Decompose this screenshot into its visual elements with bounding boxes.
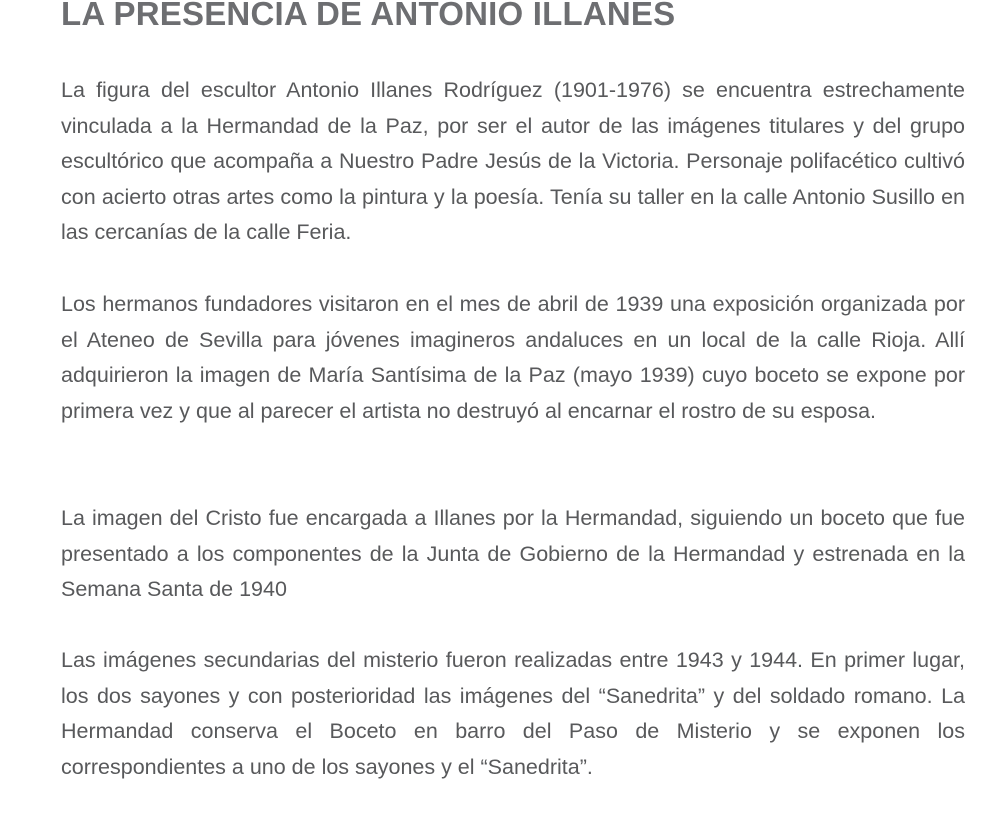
- article-paragraph: La figura del escultor Antonio Illanes Rodríguez (1901-1976) se encuentra estrechamente vinculada a la Hermandad de la Paz, por ser el autor de las imágenes titulares y del grupo escultórico que acompaña a Nuestro Padre Jesús de la Victoria. Personaje polifacético cultivó con acierto otras artes como la pintura y la poesía. Tenía su taller en la calle Antonio Susillo en las cercanías de la calle Feria.: [61, 78, 965, 244]
- article-paragraph: Las imágenes secundarias del misterio fueron realizadas entre 1943 y 1944. En primer lugar, los dos sayones y con posterioridad las imágenes del “Sanedrita” y del soldado romano. La Hermandad conserva el Boceto en barro del Paso de Misterio y se exponen los correspondientes a uno de los sayones y el “Sanedrita”.: [61, 648, 965, 779]
- article-paragraph: La imagen del Cristo fue encargada a Illanes por la Hermandad, siguiendo un boceto que fue presentado a los componentes de la Junta de Gobierno de la Hermandad y estrenada en la Semana Santa de 1940: [61, 506, 965, 601]
- article-paragraph: Los hermanos fundadores visitaron en el mes de abril de 1939 una exposición organizada por el Ateneo de Sevilla para jóvenes imagineros andaluces en un local de la calle Rioja. Allí adquirieron la imagen de María Santísima de la Paz (mayo 1939) cuyo boceto se expone por primera vez y que al parecer el artista no destruyó al encarnar el rostro de su esposa.: [61, 292, 965, 423]
- page-title: LA PRESENCIA DE ANTONIO ILLANES: [61, 0, 676, 32]
